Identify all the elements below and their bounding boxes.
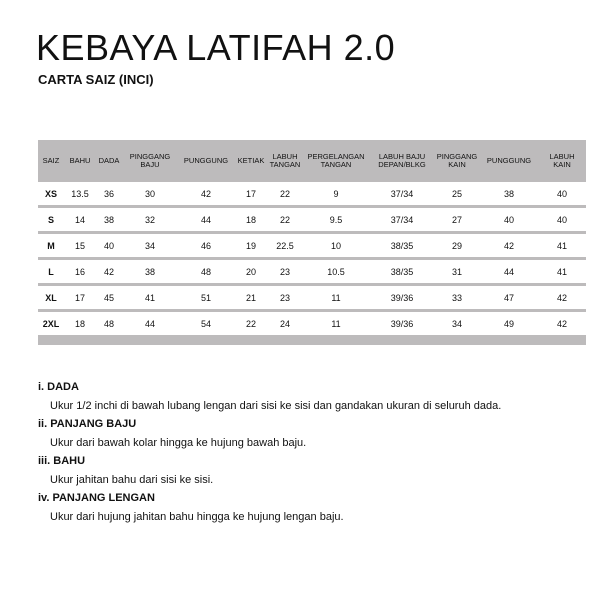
size-label-cell: S bbox=[38, 207, 64, 233]
page-subtitle: CARTA SAIZ (INCI) bbox=[38, 72, 154, 87]
measurement-cell: 22 bbox=[234, 311, 268, 341]
measurement-cell: 40 bbox=[538, 182, 586, 207]
column-header: LABUH TANGAN bbox=[268, 140, 302, 182]
page-title: KEBAYA LATIFAH 2.0 bbox=[36, 27, 396, 68]
measurement-cell: 30 bbox=[122, 182, 178, 207]
measurement-cell: 15 bbox=[64, 233, 96, 259]
table-row bbox=[38, 182, 586, 207]
measurement-cell: 39/36 bbox=[370, 311, 434, 341]
column-header: LABUH KAIN bbox=[538, 140, 586, 182]
size-label-cell: XL bbox=[38, 285, 64, 311]
column-header: PINGGANG KAIN bbox=[434, 140, 480, 182]
measurement-cell: 14 bbox=[64, 207, 96, 233]
column-header: KETIAK bbox=[234, 140, 268, 182]
measurement-cell: 17 bbox=[234, 182, 268, 207]
measurement-cell: 44 bbox=[178, 207, 234, 233]
note-text: Ukur jahitan bahu dari sisi ke sisi. bbox=[50, 474, 214, 486]
measurement-cell: 41 bbox=[122, 285, 178, 311]
note-text: Ukur dari bawah kolar hingga ke hujung bawah baju. bbox=[50, 437, 307, 449]
table-row bbox=[38, 311, 586, 341]
measurement-cell: 46 bbox=[178, 233, 234, 259]
measurement-cell: 41 bbox=[538, 233, 586, 259]
measurement-cell: 51 bbox=[178, 285, 234, 311]
measurement-cell: 38 bbox=[122, 259, 178, 285]
table-row bbox=[38, 233, 586, 259]
size-label-cell: M bbox=[38, 233, 64, 259]
table-row bbox=[38, 207, 586, 233]
measurement-cell: 49 bbox=[480, 311, 538, 341]
measurement-cell: 32 bbox=[122, 207, 178, 233]
measurement-cell: 22 bbox=[268, 182, 302, 207]
note-heading: ii. PANJANG BAJU bbox=[38, 418, 137, 430]
table-header-row bbox=[38, 140, 586, 182]
measurement-cell: 22 bbox=[268, 207, 302, 233]
measurement-cell: 47 bbox=[480, 285, 538, 311]
measurement-cell: 19 bbox=[234, 233, 268, 259]
measurement-cell: 40 bbox=[538, 207, 586, 233]
measurement-cell: 17 bbox=[64, 285, 96, 311]
measurement-cell: 37/34 bbox=[370, 207, 434, 233]
note-heading: iii. BAHU bbox=[38, 455, 86, 467]
measurement-cell: 54 bbox=[178, 311, 234, 341]
measurement-cell: 16 bbox=[64, 259, 96, 285]
measurement-cell: 38 bbox=[480, 182, 538, 207]
measurement-cell: 34 bbox=[434, 311, 480, 341]
column-header: LABUH BAJU DEPAN/BLKG bbox=[370, 140, 434, 182]
column-header: PINGGANG BAJU bbox=[122, 140, 178, 182]
measurement-cell: 24 bbox=[268, 311, 302, 341]
measurement-cell: 38/35 bbox=[370, 233, 434, 259]
measurement-cell: 18 bbox=[234, 207, 268, 233]
column-header: DADA bbox=[96, 140, 122, 182]
measurement-cell: 44 bbox=[122, 311, 178, 341]
table-row bbox=[38, 285, 586, 311]
size-label-cell: L bbox=[38, 259, 64, 285]
size-label-cell: 2XL bbox=[38, 311, 64, 341]
measurement-cell: 11 bbox=[302, 285, 370, 311]
measurement-cell: 11 bbox=[302, 311, 370, 341]
measurement-cell: 21 bbox=[234, 285, 268, 311]
measurement-cell: 38 bbox=[96, 207, 122, 233]
table-body bbox=[38, 182, 586, 340]
column-header: PUNGGUNG bbox=[178, 140, 234, 182]
measurement-cell: 25 bbox=[434, 182, 480, 207]
measurement-cell: 38/35 bbox=[370, 259, 434, 285]
measurement-cell: 41 bbox=[538, 259, 586, 285]
measurement-cell: 22.5 bbox=[268, 233, 302, 259]
measurement-cell: 20 bbox=[234, 259, 268, 285]
measurement-cell: 37/34 bbox=[370, 182, 434, 207]
measurement-cell: 10 bbox=[302, 233, 370, 259]
column-header: BAHU bbox=[64, 140, 96, 182]
measurement-cell: 42 bbox=[96, 259, 122, 285]
note-heading: iv. PANJANG LENGAN bbox=[38, 492, 155, 504]
measurement-cell: 9.5 bbox=[302, 207, 370, 233]
measurement-cell: 40 bbox=[96, 233, 122, 259]
measurement-cell: 9 bbox=[302, 182, 370, 207]
note-text: Ukur dari hujung jahitan bahu hingga ke hujung lengan baju. bbox=[50, 511, 344, 523]
measurement-cell: 48 bbox=[96, 311, 122, 341]
note-text: Ukur 1/2 inchi di bawah lubang lengan dari sisi ke sisi dan gandakan ukuran di seluruh dada. bbox=[50, 400, 502, 412]
measurement-cell: 10.5 bbox=[302, 259, 370, 285]
column-header: SAIZ bbox=[38, 140, 64, 182]
measurement-cell: 39/36 bbox=[370, 285, 434, 311]
measurement-cell: 42 bbox=[538, 285, 586, 311]
measurement-cell: 29 bbox=[434, 233, 480, 259]
measurement-cell: 40 bbox=[480, 207, 538, 233]
measurement-cell: 44 bbox=[480, 259, 538, 285]
measurement-cell: 34 bbox=[122, 233, 178, 259]
measurement-cell: 42 bbox=[480, 233, 538, 259]
size-chart-table bbox=[38, 140, 586, 345]
note-heading: i. DADA bbox=[38, 381, 79, 393]
column-header: PUNGGUNG bbox=[480, 140, 538, 182]
measurement-notes bbox=[38, 381, 578, 529]
measurement-cell: 42 bbox=[538, 311, 586, 341]
measurement-cell: 23 bbox=[268, 259, 302, 285]
table-row bbox=[38, 259, 586, 285]
measurement-cell: 13.5 bbox=[64, 182, 96, 207]
size-label-cell: XS bbox=[38, 182, 64, 207]
measurement-cell: 18 bbox=[64, 311, 96, 341]
measurement-cell: 31 bbox=[434, 259, 480, 285]
measurement-cell: 42 bbox=[178, 182, 234, 207]
measurement-cell: 45 bbox=[96, 285, 122, 311]
measurement-cell: 33 bbox=[434, 285, 480, 311]
measurement-cell: 27 bbox=[434, 207, 480, 233]
column-header: PERGELANGAN TANGAN bbox=[302, 140, 370, 182]
measurement-cell: 23 bbox=[268, 285, 302, 311]
measurement-cell: 48 bbox=[178, 259, 234, 285]
measurement-cell: 36 bbox=[96, 182, 122, 207]
